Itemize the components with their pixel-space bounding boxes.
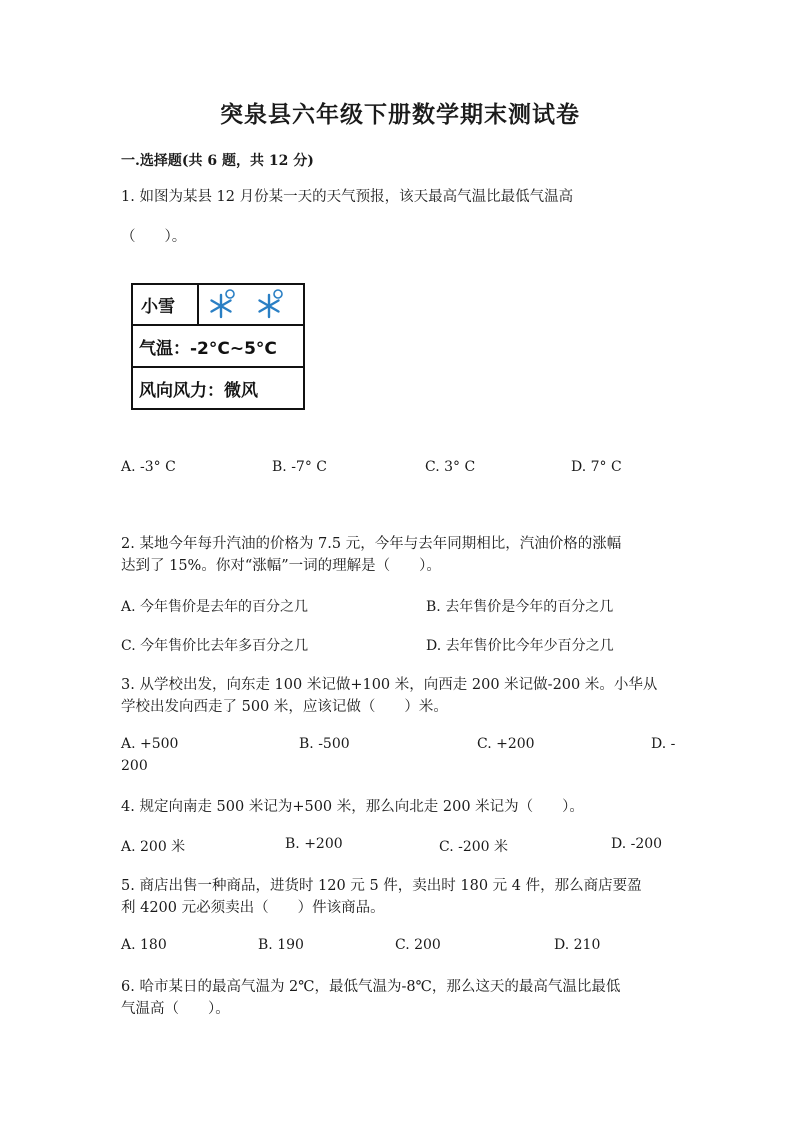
q4-option-d: D. -200 — [611, 836, 663, 852]
question-2-text: 2. 某地今年每升汽油的价格为 7.5 元，今年与去年同期相比，汽油价格的涨幅 — [121, 536, 622, 552]
q3-option-c: C. +200 — [477, 736, 535, 752]
question-6-text-cont: 气温高（ ）。 — [121, 1001, 230, 1017]
q3-option-d-wrap: 200 — [121, 758, 148, 774]
wind-info: 风向风力：微风 — [139, 380, 258, 401]
snowflake-icon — [203, 285, 239, 324]
q5-option-a: A. 180 — [121, 937, 167, 953]
q1-option-d: D. 7° C — [571, 459, 622, 475]
question-3-text: 3. 从学校出发，向东走 100 米记做+100 米，向西走 200 米记做-200 米。小华从 — [121, 677, 658, 693]
q5-option-b: B. 190 — [258, 937, 304, 953]
q4-option-c: C. -200 米 — [439, 839, 509, 855]
q2-option-d: D. 去年售价比今年少百分之几 — [426, 638, 614, 654]
question-1-blank: （ ）。 — [121, 229, 187, 245]
weather-condition: 小雪 — [141, 297, 175, 317]
q2-option-b: B. 去年售价是今年的百分之几 — [426, 599, 614, 615]
question-6-text: 6. 哈市某日的最高气温为 2℃，最低气温为-8℃，那么这天的最高气温比最低 — [121, 979, 621, 995]
q2-option-c: C. 今年售价比去年多百分之几 — [121, 638, 309, 654]
question-3-text-cont: 学校出发向西走了 500 米，应该记做（ ）米。 — [121, 699, 448, 715]
weather-forecast-figure — [131, 283, 305, 410]
temperature-range: 气温：-2°C~5°C — [139, 338, 277, 359]
q3-option-b: B. -500 — [299, 736, 350, 752]
question-2-text-cont: 达到了 15%。你对“涨幅”一词的理解是（ ）。 — [121, 558, 441, 574]
page-title: 突泉县六年级下册数学期末测试卷 — [220, 101, 580, 128]
q4-option-a: A. 200 米 — [121, 839, 186, 855]
q1-option-b: B. -7° C — [272, 459, 327, 475]
q2-option-a: A. 今年售价是去年的百分之几 — [121, 599, 309, 615]
question-1-text: 1. 如图为某县 12 月份某一天的天气预报，该天最高气温比最低气温高 — [121, 189, 574, 205]
q1-option-a: A. -3° C — [121, 459, 176, 475]
q3-option-d: D. - — [651, 736, 676, 752]
q5-option-d: D. 210 — [554, 937, 601, 953]
question-4-text: 4. 规定向南走 500 米记为+500 米，那么向北走 200 米记为（ ）。 — [121, 799, 584, 815]
question-5-text: 5. 商店出售一种商品，进货时 120 元 5 件，卖出时 180 元 4 件，那么商店要盈 — [121, 878, 642, 894]
section-heading: 一.选择题(共 6 题，共 12 分) — [121, 153, 314, 169]
question-5-text-cont: 利 4200 元必须卖出（ ）件该商品。 — [121, 900, 385, 916]
snowflake-icon — [251, 285, 287, 324]
q5-option-c: C. 200 — [395, 937, 441, 953]
q4-option-b: B. +200 — [285, 836, 343, 852]
q3-option-a: A. +500 — [121, 736, 179, 752]
q1-option-c: C. 3° C — [425, 459, 476, 475]
